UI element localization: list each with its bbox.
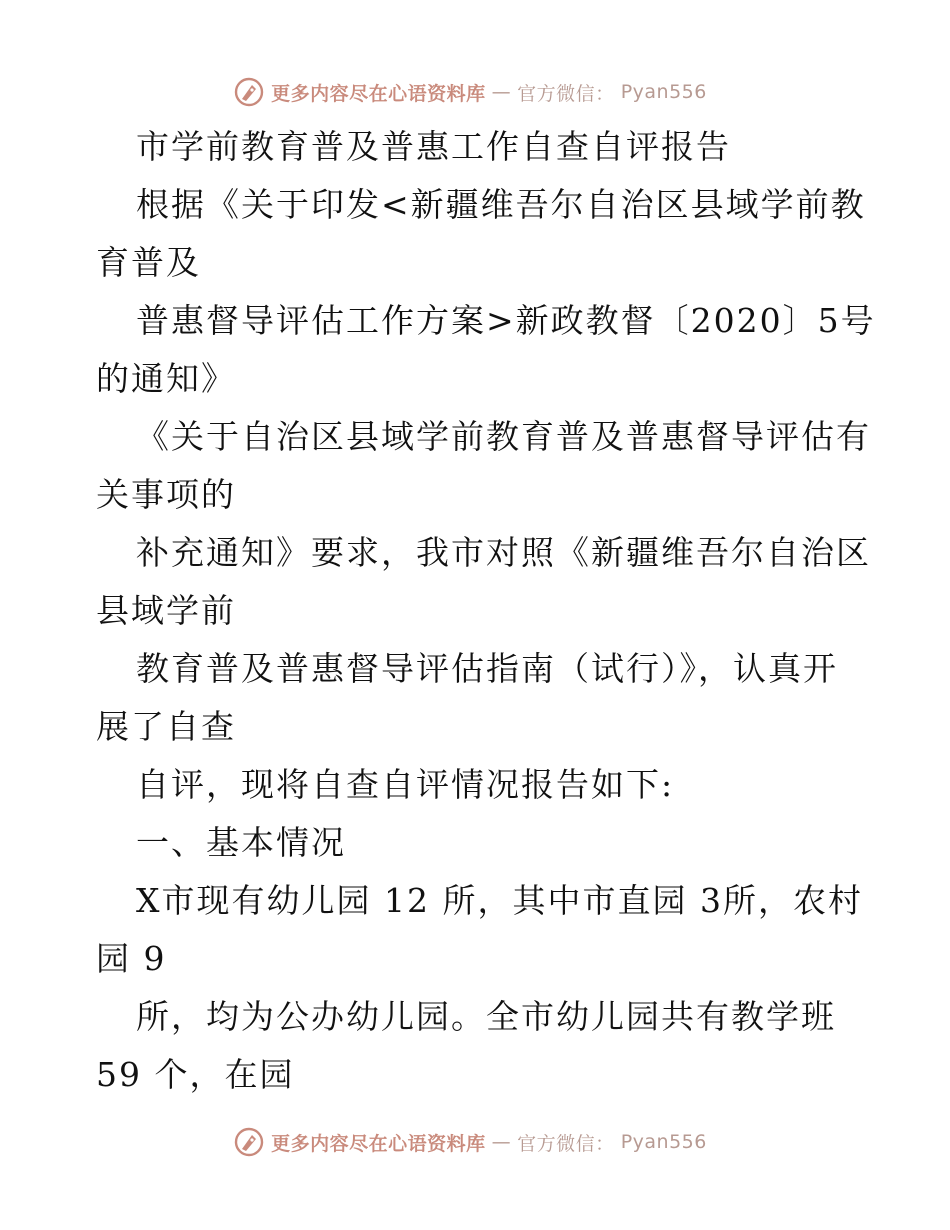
header-watermark	[0, 72, 950, 112]
document-line: 一、基本情况	[136, 823, 346, 862]
watermark-wechat-id: Pyan556	[620, 1131, 707, 1153]
watermark-separator: —	[491, 81, 512, 103]
footer-watermark	[0, 1122, 950, 1162]
document-line: 展了自查	[96, 707, 236, 746]
document-line: 所，均为公办幼儿园。全市幼儿园共有教学班	[136, 997, 836, 1036]
document-line: 市学前教育普及普惠工作自查自评报告	[136, 127, 731, 166]
document-line: 县域学前	[96, 591, 236, 630]
watermark-official-text: 官方微信：	[517, 82, 615, 105]
document-line: 普惠督导评估工作方案>新政教督〔2020〕5号	[136, 301, 876, 340]
document-line: 的通知》	[96, 359, 236, 398]
document-line: 关事项的	[96, 475, 236, 514]
pen-nib-circle-logo-icon	[233, 76, 265, 108]
watermark-wechat-id: Pyan556	[620, 81, 707, 103]
document-line: 育普及	[96, 243, 201, 282]
document-body	[96, 118, 876, 1104]
pen-nib-circle-logo-icon	[233, 1126, 265, 1158]
document-line: 根据《关于印发<新疆维吾尔自治区县域学前教	[136, 185, 866, 224]
document-line: 自评，现将自查自评情况报告如下:	[136, 765, 675, 804]
document-line: 教育普及普惠督导评估指南（试行）》，认真开	[136, 649, 838, 688]
watermark-site-text: 更多内容尽在心语资料库	[271, 82, 486, 105]
document-line: 园 9	[96, 939, 167, 978]
document-line: 59 个，在园	[96, 1055, 295, 1094]
watermark-official-text: 官方微信：	[517, 1132, 615, 1155]
document-line: X市现有幼儿园 12 所，其中市直园 3所，农村	[136, 881, 863, 920]
watermark-site-text: 更多内容尽在心语资料库	[271, 1132, 486, 1155]
watermark-group	[233, 76, 707, 108]
document-line: 《关于自治区县域学前教育普及普惠督导评估有	[136, 417, 871, 456]
watermark-separator: —	[491, 1131, 512, 1153]
document-line: 补充通知》要求，我市对照《新疆维吾尔自治区	[136, 533, 871, 572]
watermark-group	[233, 1126, 707, 1158]
